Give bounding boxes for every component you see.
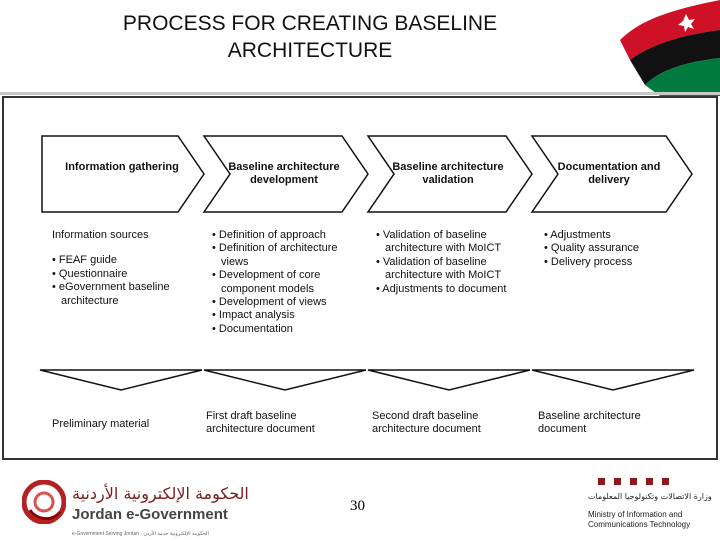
list-item: • Adjustments to document <box>376 282 507 295</box>
list-item: • Adjustments <box>544 229 611 241</box>
list-item: • Validation of baseline architecture with MoICT <box>376 229 502 255</box>
ministry-dots-icon <box>598 478 688 488</box>
list-item: • Development of core component models <box>212 269 321 295</box>
jordan-flag-icon <box>600 0 720 96</box>
title-divider <box>0 92 720 95</box>
list-item: • Quality assurance <box>544 242 639 255</box>
output-label-4: Baseline architecture document <box>538 410 641 435</box>
list-item: • Impact analysis <box>212 309 295 322</box>
ministry-english-name: Ministry of Information and Communications Technology <box>588 510 691 529</box>
page-number: 30 <box>350 498 365 514</box>
logo-english-text: Jordan e-Government <box>72 506 228 523</box>
output-label-3: Second draft baseline architecture document <box>372 410 481 435</box>
column-architecture-development <box>212 229 368 336</box>
phase-label-1: Information gathering <box>65 161 179 173</box>
slide-title: PROCESS FOR CREATING BASELINE ARCHITECTURE <box>122 12 498 62</box>
jordan-egov-logo-icon <box>22 480 66 524</box>
list-item: • Questionnaire <box>52 267 128 280</box>
output-label-1: Preliminary material <box>52 418 150 430</box>
list-item: • FEAF guide <box>52 254 117 267</box>
column-documentation-delivery <box>544 229 704 269</box>
column-heading: Information sources <box>52 229 149 241</box>
list-item: • Delivery process <box>544 255 633 268</box>
logo-tagline: e-Government Serving Jordan · الحكومة الإلكترونية خدمة الأردن <box>72 531 209 537</box>
list-item: • Documentation <box>212 322 293 335</box>
logo-arabic-text: الحكومة الإلكترونية الأردنية <box>72 484 249 503</box>
output-arrow-3 <box>368 370 530 390</box>
phase-label-2: Baseline architecture development <box>228 161 340 186</box>
column-information-gathering <box>52 229 202 308</box>
output-arrow-4 <box>532 370 694 390</box>
phase-label-4: Documentation and delivery <box>557 161 661 186</box>
list-item: • Definition of architecture views <box>212 242 338 268</box>
phase-chevron-1 <box>42 136 204 212</box>
process-diagram <box>2 96 718 460</box>
column-architecture-validation <box>376 229 532 296</box>
output-label-2: First draft baseline architecture document <box>206 410 315 435</box>
phase-label-3: Baseline architecture validation <box>392 161 504 186</box>
ministry-arabic-name: وزارة الاتصالات وتكنولوجيا المعلومات <box>588 492 712 501</box>
output-arrow-2 <box>204 370 366 390</box>
list-item: • Definition of approach <box>212 229 326 241</box>
list-item: • eGovernment baseline architecture <box>52 281 170 307</box>
list-item: • Validation of baseline architecture with MoICT <box>376 255 502 282</box>
output-arrow-1 <box>40 370 202 390</box>
list-item: • Development of views <box>212 296 327 309</box>
